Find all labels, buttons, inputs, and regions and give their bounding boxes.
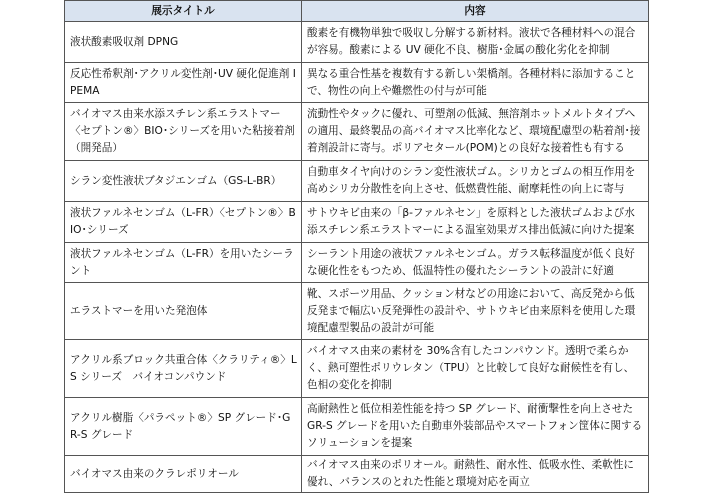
table-row: [65, 340, 649, 398]
row-title: バイオマス由来水添スチレン系エラストマー〈セプトン®〉BIO･シリーズを用いた粘接着剤（開発品）: [65, 103, 302, 161]
table-row: [65, 63, 649, 103]
row-content: シーラント用途の液状ファルネセンゴム。ガラス転移温度が低く良好な硬化性をもつため、低温特性の優れたシーラントの設計に好適: [302, 243, 649, 283]
exhibit-table-container: [64, 0, 648, 493]
row-title: アクリル樹脂〈パラペット®〉SP グレード･GR-S グレード: [65, 398, 302, 456]
row-content: 異なる重合性基を複数有する新しい架橋剤。各種材料に添加することで、物性の向上や難燃性の付与が可能: [302, 63, 649, 103]
row-title: 液状酸素吸収剤 DPNG: [65, 22, 302, 63]
row-content: 流動性やタックに優れ、可塑剤の低減、無溶剤ホットメルトタイプへの適用、最終製品の高バイオマス比率化など、環境配慮型の粘着剤･接着剤設計に寄与。ポリアセタール(POM)との良好な接着性も有する: [302, 103, 649, 161]
row-title: バイオマス由来のクラレポリオール: [65, 456, 302, 493]
row-content: バイオマス由来の素材を 30%含有したコンパウンド。透明で柔らかく、熱可塑性ポリウレタン（TPU）と比較して良好な耐候性を有し、色相の変化を抑制: [302, 340, 649, 398]
row-title: 液状ファルネセンゴム（L-FR）〈セプトン®〉BIO･シリーズ: [65, 202, 302, 243]
row-title: アクリル系ブロック共重合体〈クラリティ®〉LS シリーズ バイオコンパウンド: [65, 340, 302, 398]
table-header-row: [65, 1, 649, 22]
row-content: 自動車タイヤ向けのシラン変性液状ゴム。シリカとゴムの相互作用を高めシリカ分散性を向上させ、低燃費性能、耐摩耗性の向上に寄与: [302, 161, 649, 202]
row-content: 酸素を有機物単独で吸収し分解する新材料。液状で各種材料への混合が容易。酸素による UV 硬化不良、樹脂･金属の酸化劣化を抑制: [302, 22, 649, 63]
table-row: [65, 456, 649, 493]
table-row: [65, 103, 649, 161]
row-title: 液状ファルネセンゴム（L-FR）を用いたシーラント: [65, 243, 302, 283]
table-row: [65, 398, 649, 456]
table-row: [65, 202, 649, 243]
row-content: サトウキビ由来の「β-ファルネセン」を原料とした液状ゴムおよび水添スチレン系エラストマーによる温室効果ガス排出低減に向けた提案: [302, 202, 649, 243]
exhibit-table: [64, 0, 649, 493]
table-row: [65, 161, 649, 202]
table-row: [65, 283, 649, 340]
table-row: [65, 243, 649, 283]
table-row: [65, 22, 649, 63]
row-content: バイオマス由来のポリオール。耐熱性、耐水性、低吸水性、柔軟性に優れ、バランスのとれた性能と環境対応を両立: [302, 456, 649, 493]
row-content: 靴、スポーツ用品、クッション材などの用途において、高反発から低反発まで幅広い反発弾性の設計や、サトウキビ由来原料を使用した環境配慮型製品の設計が可能: [302, 283, 649, 340]
row-content: 高耐熱性と低位相差性能を持つ SP グレード、耐衝撃性を向上させた GR-S グレードを用いた自動車外装部品やスマートフォン筐体に関するソリューションを提案: [302, 398, 649, 456]
row-title: 反応性希釈剤･アクリル変性剤･UV 硬化促進剤 IPEMA: [65, 63, 302, 103]
column-header-content: 内容: [302, 1, 649, 22]
row-title: シラン変性液状ブタジエンゴム（GS-L-BR）: [65, 161, 302, 202]
column-header-title: 展示タイトル: [65, 1, 302, 22]
row-title: エラストマーを用いた発泡体: [65, 283, 302, 340]
